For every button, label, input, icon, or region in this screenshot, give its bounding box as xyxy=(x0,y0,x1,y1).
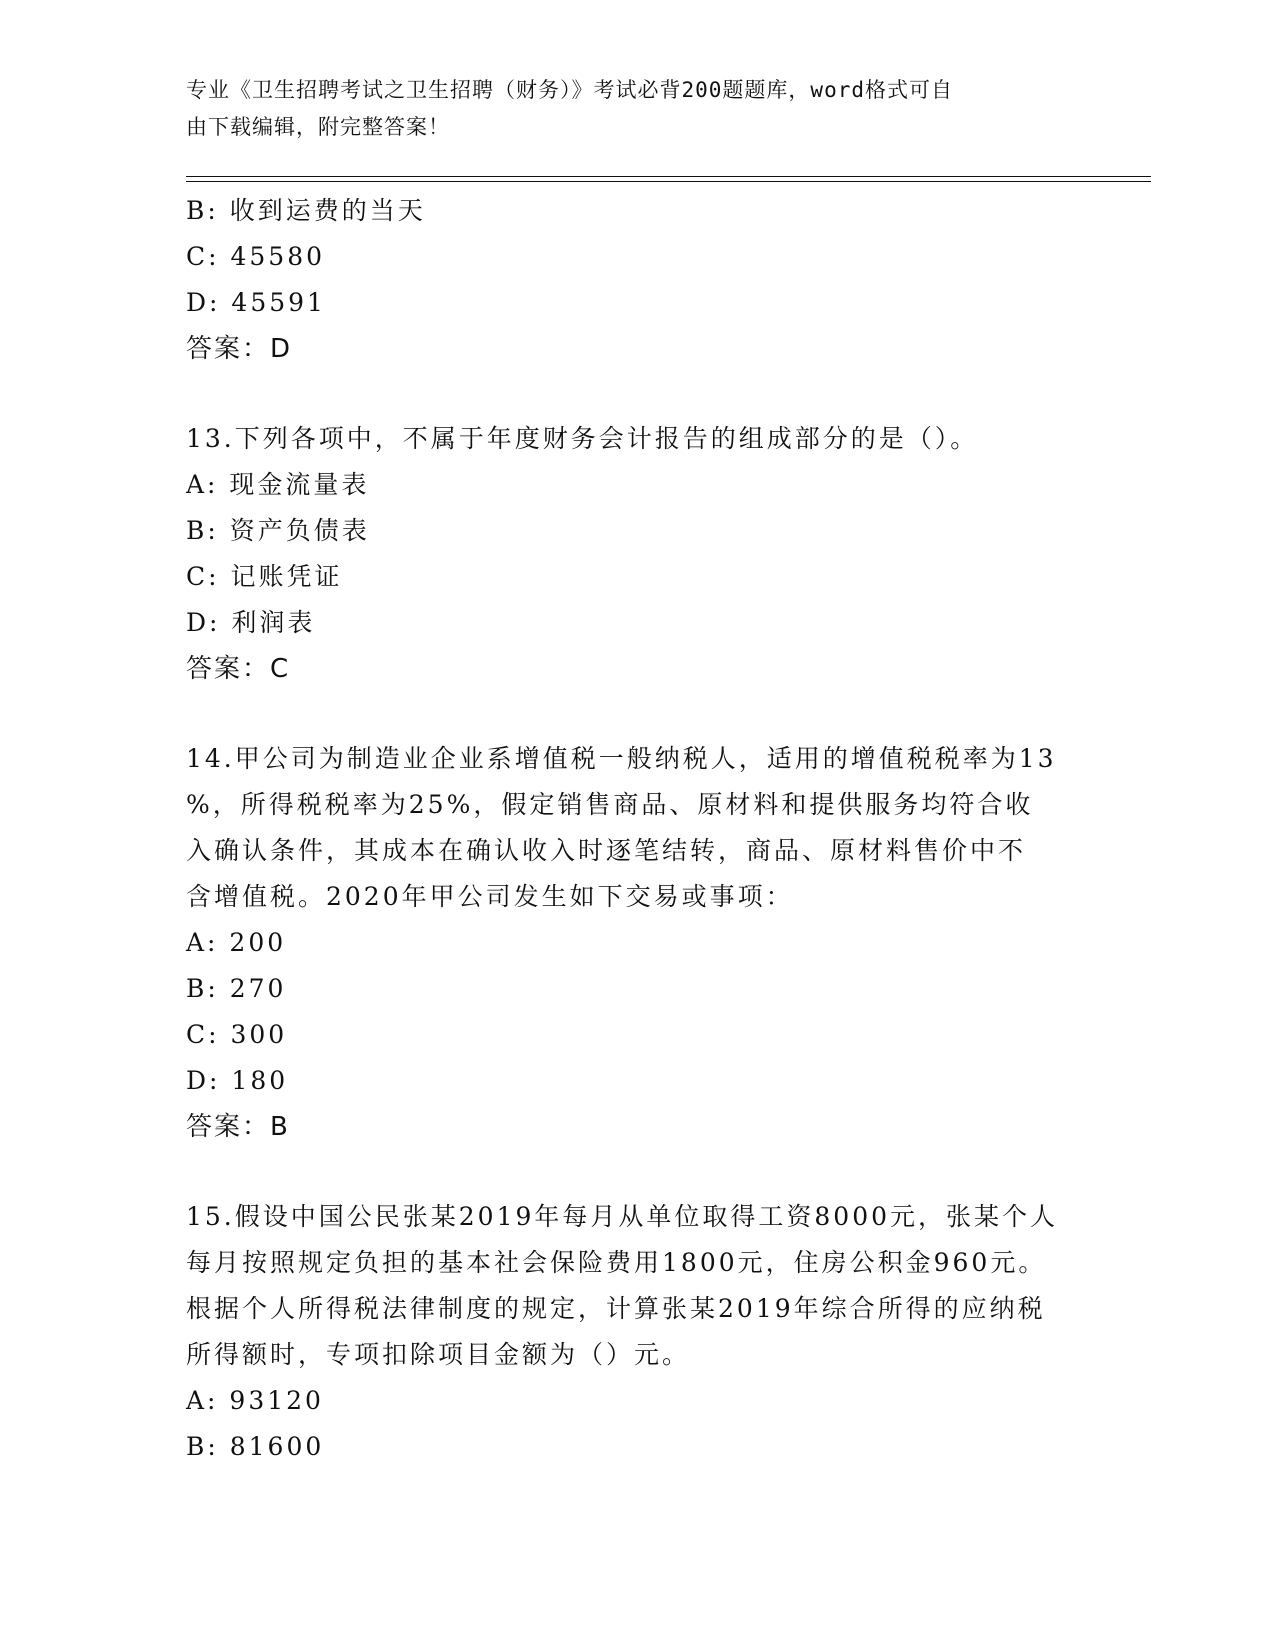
question-text: 13.下列各项中，不属于年度财务会计报告的组成部分的是（）。 xyxy=(186,424,979,453)
option-c: C: 记账凭证 xyxy=(186,562,343,591)
option-b: B: 资产负债表 xyxy=(186,516,370,545)
option-b: B: 收到运费的当天 xyxy=(186,196,426,225)
option-c: C: 45580 xyxy=(186,242,326,271)
option-c: C: 300 xyxy=(186,1020,288,1049)
spacer xyxy=(186,372,1086,416)
question-text-line-3: 根据个人所得税法律制度的规定，计算张某2019年综合所得的应纳税 xyxy=(186,1294,1046,1323)
question-text-line-1: 15.假设中国公民张某2019年每月从单位取得工资8000元，张某个人 xyxy=(186,1202,1059,1231)
question-text-line-1: 14.甲公司为制造业企业系增值税一般纳税人，适用的增值税税率为13 xyxy=(186,744,1057,773)
option-a: A: 200 xyxy=(186,928,287,957)
option-d: D: 180 xyxy=(186,1066,289,1095)
question-list xyxy=(186,188,1086,1470)
spacer xyxy=(186,1150,1086,1194)
option-b: B: 270 xyxy=(186,974,287,1003)
question-text-line-4: 所得额时，专项扣除项目金额为（）元。 xyxy=(186,1340,691,1369)
header-line-1: 专业《卫生招聘考试之卫生招聘（财务）》考试必背200题题库，word格式可自 xyxy=(186,78,953,102)
option-a: A: 现金流量表 xyxy=(186,470,370,499)
document-header xyxy=(186,72,1066,146)
header-divider-bottom xyxy=(186,181,1151,182)
question-text-line-3: 入确认条件，其成本在确认收入时逐笔结转，商品、原材料售价中不 xyxy=(186,836,1027,865)
question-12 xyxy=(186,188,1086,372)
question-14 xyxy=(186,736,1086,1150)
question-text-line-4: 含增值税。2020年甲公司发生如下交易或事项： xyxy=(186,882,794,911)
header-line-2: 由下载编辑，附完整答案！ xyxy=(186,115,450,139)
question-13 xyxy=(186,416,1086,692)
option-a: A: 93120 xyxy=(186,1386,324,1415)
option-b: B: 81600 xyxy=(186,1432,325,1461)
answer-line: 答案：C xyxy=(186,654,291,684)
spacer xyxy=(186,692,1086,736)
option-d: D: 利润表 xyxy=(186,608,316,637)
question-text-line-2: 每月按照规定负担的基本社会保险费用1800元，住房公积金960元。 xyxy=(186,1248,1047,1277)
question-15 xyxy=(186,1194,1086,1470)
answer-line: 答案：B xyxy=(186,1112,290,1142)
answer-line: 答案：D xyxy=(186,334,293,364)
question-text-line-2: %，所得税税率为25%，假定销售商品、原材料和提供服务均符合收 xyxy=(186,790,1034,819)
option-d: D: 45591 xyxy=(186,288,326,317)
header-divider-top xyxy=(186,176,1151,177)
